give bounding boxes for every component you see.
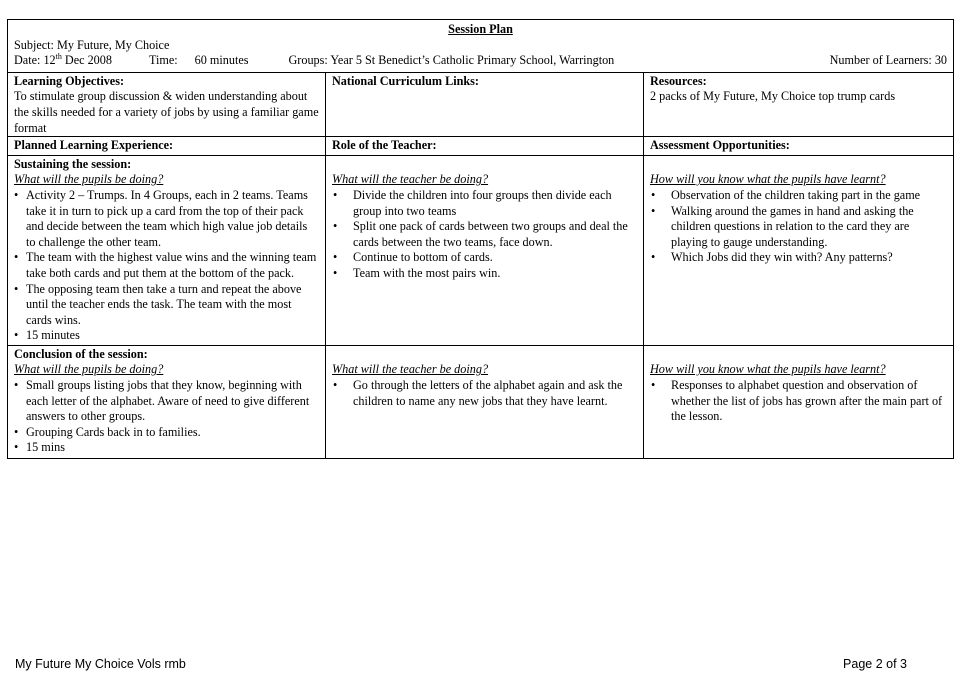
learners-count: Number of Learners: 30 <box>829 53 948 68</box>
assessment-heading: Assessment Opportunities: <box>644 137 954 156</box>
conclusion-teacher-list <box>332 378 637 409</box>
list-item: • Go through the letters of the alphabet again and ask the children to name any new jobs that they have learnt. <box>332 378 637 409</box>
list-item: • Activity 2 – Trumps. In 4 Groups, each in 2 teams. Teams take it in turn to pick up a card from the top of their pack and decide between the team which high value job details to challenge the other team. <box>14 188 319 250</box>
page-title: Session Plan <box>448 22 513 36</box>
date-prefix: Date: 12 <box>14 53 56 68</box>
list-item: • Team with the most pairs win. <box>332 266 637 282</box>
conclusion-heading: Conclusion of the session: <box>14 346 148 361</box>
list-item: • Observation of the children taking part in the game <box>650 188 947 204</box>
footer-document-name: My Future My Choice Vols rmb <box>15 657 186 671</box>
spacer <box>650 157 947 173</box>
pupils-question: What will the pupils be doing? <box>14 172 164 187</box>
list-item: • Which Jobs did they win with? Any patterns? <box>650 250 947 266</box>
sustaining-assessment-list <box>650 188 947 266</box>
list-item: • 15 minutes <box>14 328 319 344</box>
teacher-question: What will the teacher be doing? <box>332 172 489 187</box>
sustaining-teacher-list <box>332 188 637 282</box>
time-value: 60 minutes <box>194 53 249 68</box>
objectives-row <box>8 72 954 136</box>
date-superscript: th <box>55 52 62 62</box>
list-item: • Grouping Cards back in to families. <box>14 425 319 441</box>
groups-text: Groups: Year 5 St Benedict’s Catholic Primary School, Warrington <box>288 53 615 68</box>
list-item: • The opposing team then take a turn and repeat the above until the teacher ends the task. The team with the most cards wins. <box>14 282 319 329</box>
header-row <box>8 20 954 73</box>
assessment-question: How will you know what the pupils have learnt? <box>650 172 886 187</box>
teacher-question: What will the teacher be doing? <box>332 362 489 377</box>
time-label: Time: <box>148 53 178 68</box>
spacer <box>332 347 637 363</box>
session-plan-sheet <box>7 19 953 459</box>
teacher-role-heading: Role of the Teacher: <box>326 137 644 156</box>
sustaining-row <box>8 155 954 345</box>
date-suffix: Dec 2008 <box>61 53 112 68</box>
list-item: • 15 mins <box>14 440 319 456</box>
list-item: • Walking around the games in hand and asking the children questions in relation to the card they are playing to gauge understanding. <box>650 204 947 251</box>
spacer <box>332 157 637 173</box>
objectives-text: To stimulate group discussion & widen understanding about the skills needed for a variety of jobs by using a familiar game format <box>14 89 319 135</box>
objectives-heading: Learning Objectives: <box>14 73 125 88</box>
list-item: • Responses to alphabet question and observation of whether the list of jobs has grown after the main part of the lesson. <box>650 378 947 425</box>
spacer <box>650 347 947 363</box>
footer-page-number: Page 2 of 3 <box>843 657 907 671</box>
session-plan-table <box>7 19 954 459</box>
conclusion-pupils-list <box>14 378 319 456</box>
list-item: • Divide the children into four groups then divide each group into two teams <box>332 188 637 219</box>
sustaining-heading: Sustaining the session: <box>14 156 132 171</box>
resources-text: 2 packs of My Future, My Choice top trump cards <box>650 89 896 104</box>
session-date <box>14 53 112 69</box>
column-headings-row <box>8 137 954 156</box>
subject-line: Subject: My Future, My Choice <box>14 37 170 52</box>
resources-heading: Resources: <box>650 73 707 88</box>
list-item: • The team with the highest value wins and the winning team take both cards and put them at the bottom of the pack. <box>14 250 319 281</box>
list-item: • Continue to bottom of cards. <box>332 250 637 266</box>
list-item: • Split one pack of cards between two groups and deal the cards between the two teams, face down. <box>332 219 637 250</box>
curriculum-heading: National Curriculum Links: <box>332 73 479 88</box>
assessment-question: How will you know what the pupils have learnt? <box>650 362 886 377</box>
date-time-line <box>14 53 947 69</box>
conclusion-assessment-list <box>650 378 947 425</box>
experience-heading: Planned Learning Experience: <box>8 137 326 156</box>
list-item: • Small groups listing jobs that they know, beginning with each letter of the alphabet. Aware of need to give different answers to other groups. <box>14 378 319 425</box>
sustaining-pupils-list <box>14 188 319 344</box>
pupils-question: What will the pupils be doing? <box>14 362 164 377</box>
conclusion-row <box>8 345 954 458</box>
